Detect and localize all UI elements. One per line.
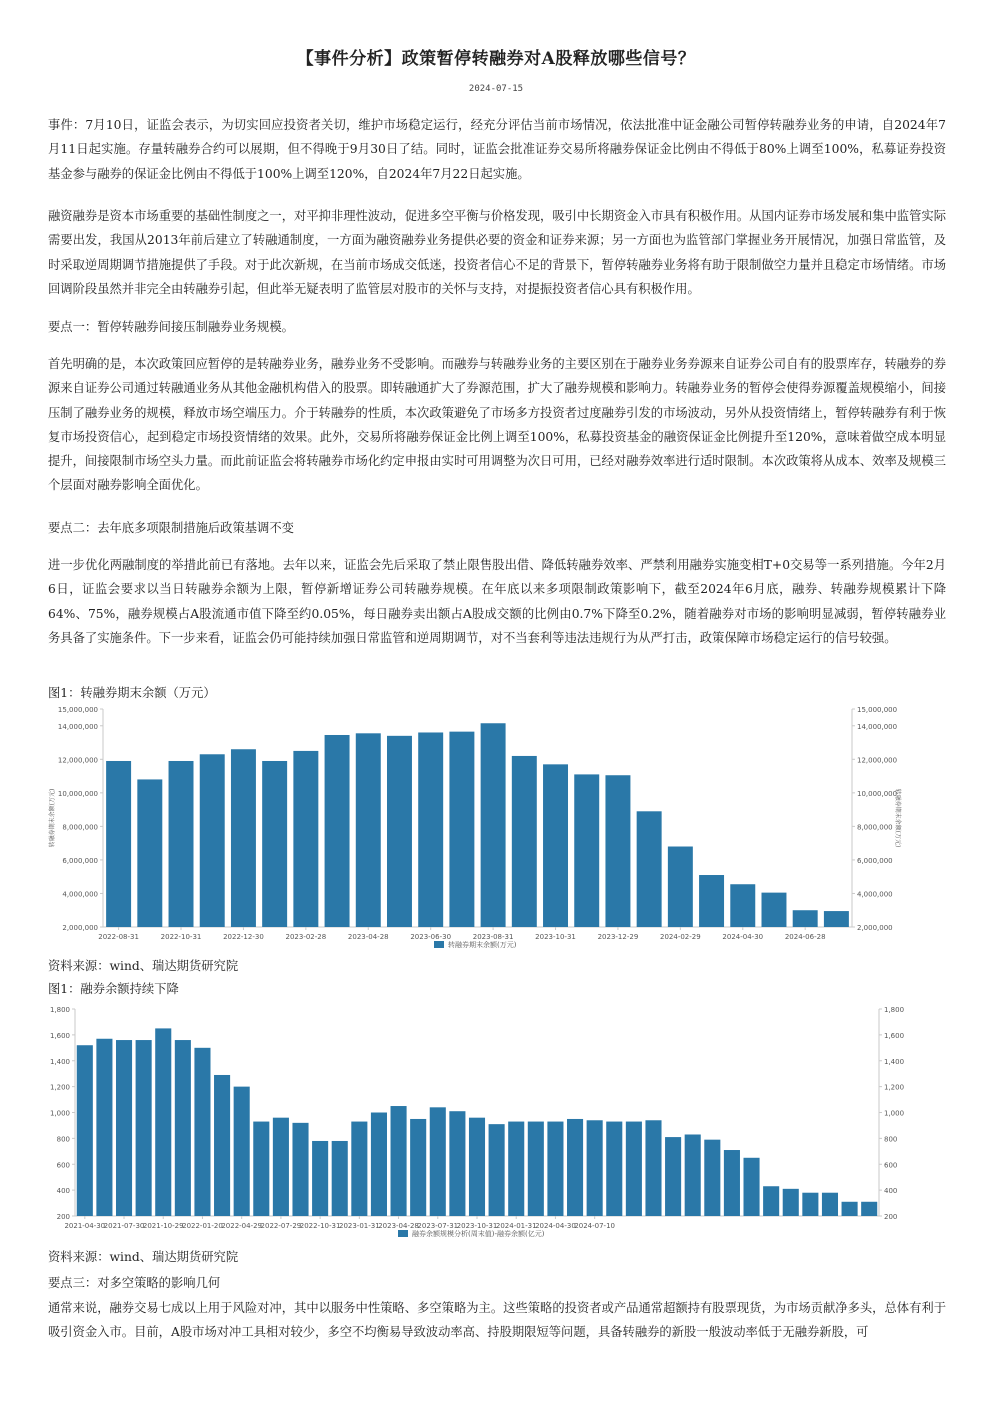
chart-short-selling-balance [48,1001,910,1244]
chart1-bar [824,911,849,927]
x-tick-label: 2023-10-31 [456,1222,498,1230]
x-tick-label: 2022-01-20 [182,1222,223,1230]
chart2-bar [547,1122,563,1216]
event-paragraph: 事件：7月10日，证监会表示，为切实回应投资者关切，维护市场稳定运行，经充分评估当前市场情况，依法批准中证金融公司暂停转融券业务的申请，自2024年7月11日起实施。存量转融券合约可以展期，但不得晚于9月30日了结。同时，证监会批准证券交易所将融券保证金比例由不得低于80%上调至100%，私募证券投资基金参与融券的保证金比例由不得低于100%上调至120%，自2024年7月22日起实施。 [48,118,946,181]
y-axis-title-left: 转融券期末余额(万元) [49,788,56,848]
chart2-bar [861,1202,877,1216]
chart2-bar [626,1122,642,1216]
y-tick-label-right: 8,000,000 [857,823,893,832]
y-tick-label-right: 4,000,000 [857,890,893,899]
x-tick-label: 2023-07-31 [417,1222,459,1230]
chart1-bar [387,736,412,927]
chart1-bar [449,732,474,927]
chart2-bar [567,1119,583,1216]
chart1-bar [137,779,162,927]
x-tick-label: 2023-04-28 [347,933,389,941]
chart1-bar [200,754,225,927]
y-tick-label-right: 15,000,000 [857,706,898,714]
chart1-bar [106,761,131,927]
y-tick-label-right: 2,000,000 [857,924,893,932]
figure-1-caption: 图1：转融券期末余额（万元） [48,686,216,700]
chart2-bar [822,1193,838,1216]
x-tick-label: 2023-08-31 [472,933,514,941]
x-tick-label: 2024-01-31 [495,1222,537,1230]
x-tick-label: 2023-12-29 [597,933,639,941]
chart1-bar [730,884,755,927]
chart1-bar [637,811,662,927]
x-tick-label: 2023-10-31 [535,933,576,941]
y-tick-label-right: 800 [884,1135,898,1144]
chart2-bar [312,1141,328,1216]
chart2-bar [175,1040,191,1216]
y-tick-label-right: 1,000 [884,1109,905,1118]
chart1-bar [169,761,194,927]
x-tick-label: 2022-12-30 [223,933,264,941]
y-tick-label-right: 400 [884,1187,898,1196]
chart2-bar [371,1113,387,1217]
y-tick-label-right: 1,200 [884,1083,905,1092]
legend-label: 转融券期末余额(万元) [448,941,517,949]
y-tick-label-right: 200 [884,1213,898,1221]
chart1-bar [668,847,693,927]
legend-swatch [398,1230,408,1237]
chart2-bar [606,1122,622,1216]
y-tick-label-left: 12,000,000 [57,756,98,765]
point-one-paragraph: 首先明确的是，本次政策回应暂停的是转融券业务，融券业务不受影响。而融券与转融券业务的主要区别在于融券业务券源来自证券公司自有的股票库存，转融券的券源来自证券公司通过转融通业务从其他金融机构借入的股票。即转融通扩大了券源范围，扩大了融券规模和影响力。转融券业务的暂停会使得券源覆盖规模缩小，间接压制了融券业务的规模，释放市场空端压力。介于转融券的性质，本次政策避免了市场多方投资者过度融券引发的市场波动，另外从投资情绪上，暂停转融券有利于恢复市场投资信心，起到稳定市场投资情绪的效果。此外，交易所将融券保证金比例上调至100%，私募投资基金的融资保证金比例提升至120%，意味着做空成本明显提升，间接限制市场空头力量。而此前证监会将转融券市场化约定申报由实时可用调整为次日可用，已经对融券效率进行适时限制。本次政策将从成本、效率及规模三个层面对融券影响全面优化。 [48,357,946,493]
chart1-bar [325,735,350,927]
chart2-bar [743,1158,759,1216]
chart2-bar [194,1048,210,1216]
chart1-bar [231,749,256,927]
chart2-bar [332,1141,348,1216]
y-tick-label-left: 400 [56,1187,70,1196]
x-tick-label: 2023-06-30 [410,933,452,941]
x-tick-label: 2022-10-31 [160,933,202,941]
chart2-bar [77,1045,93,1216]
chart2-bar [449,1111,465,1216]
y-tick-label-right: 14,000,000 [857,722,898,731]
publish-date: 2024-07-15 [468,84,524,94]
chart2-bar [802,1193,818,1216]
chart1-bar [481,723,506,927]
chart2-bar [842,1202,858,1216]
y-tick-label-left: 10,000,000 [57,789,98,798]
x-tick-label: 2023-02-28 [285,933,327,941]
chart-securities-refinancing-balance [48,702,900,952]
chart2-bar [273,1118,289,1216]
x-tick-label: 2024-06-28 [784,933,826,941]
chart2-bar [155,1028,171,1216]
x-tick-label: 2022-10-31 [299,1222,341,1230]
y-tick-label-right: 1,600 [884,1031,905,1040]
x-tick-label: 2024-04-30 [535,1222,576,1230]
point-two-paragraph: 进一步优化两融制度的举措此前已有落地。去年以来，证监会先后采取了禁止限售股出借、降低转融券效率、严禁利用融券实施变相T+0交易等一系列措施。今年2月6日，证监会要求以当日转融券余额为上限，暂停新增证券公司转融券规模。在年底以来多项限制政策影响下，截至2024年6月底，融券、转融券规模累计下降64%、75%，融券规模占A股流通市值下降至约0.05%，每日融券卖出额占A股成交额的比例由0.7%下降至0.2%，随着融券对市场的影响明显减弱，暂停转融券业务具备了实施条件。下一步来看，证监会仍可能持续加强日常监管和逆周期调节，对不当套利等违法违规行为从严打击，政策保障市场稳定运行的信号较强。 [48,558,946,645]
point-one-heading: 要点一：暂停转融券间接压制融券业务规模。 [48,320,294,334]
chart2-bar [351,1122,367,1216]
y-tick-label-right: 10,000,000 [857,789,898,798]
chart2-bar [292,1123,308,1216]
legend-swatch [434,941,444,948]
chart2-bar [136,1040,152,1216]
chart2-bar [430,1107,446,1216]
chart1-bar [574,774,599,927]
chart2-bar [96,1039,112,1216]
chart2-bar [763,1186,779,1216]
chart1-bar [262,761,287,927]
y-tick-label-left: 8,000,000 [62,823,98,832]
chart2-bar [724,1150,740,1216]
x-tick-label: 2022-07-29 [260,1222,302,1230]
x-tick-label: 2024-02-29 [660,933,701,941]
x-tick-label: 2021-04-30 [64,1222,106,1230]
chart1-bar [512,756,537,927]
y-tick-label-left: 15,000,000 [57,706,98,714]
chart2-bar [704,1140,720,1216]
chart2-bar [469,1118,485,1216]
y-tick-label-left: 1,200 [49,1083,70,1092]
chart2-bar [253,1122,269,1216]
chart2-bar [116,1040,132,1216]
chart2-bar [645,1120,661,1216]
y-tick-label-left: 600 [56,1161,70,1170]
point-three-paragraph: 通常来说，融券交易七成以上用于风险对冲，其中以服务中性策略、多空策略为主。这些策略的投资者或产品通常超额持有股票现货，为市场贡献净多头，总体有利于吸引资金入市。目前，A股市场对冲工具相对较少，多空不均衡易导致波动率高、持股期限短等问题，具备转融券的新股一般波动率低于无融券新股，可 [48,1301,946,1340]
point-two-heading: 要点二：去年底多项限制措施后政策基调不变 [48,521,294,535]
y-tick-label-left: 6,000,000 [62,856,98,865]
chart2-bar [528,1122,544,1216]
chart2-bar [665,1137,681,1216]
chart1-bar [793,910,818,927]
chart2-bar [489,1124,505,1216]
chart1-bar [543,764,568,927]
y-tick-label-left: 800 [56,1135,70,1144]
y-tick-label-left: 2,000,000 [62,924,98,932]
x-tick-label: 2021-10-29 [142,1222,184,1230]
chart2-bar [685,1134,701,1216]
y-tick-label-right: 1,800 [884,1006,905,1014]
x-tick-label: 2023-04-28 [378,1222,419,1230]
y-tick-label-right: 12,000,000 [857,756,898,765]
x-tick-label: 2024-07-10 [574,1222,616,1230]
chart1-bar [418,732,443,927]
chart1-bar [293,751,318,927]
figure-2-source: 资料来源：wind、瑞达期货研究院 [48,1250,239,1264]
page-title: 【事件分析】政策暂停转融券对A股释放哪些信号？ [296,49,696,69]
x-tick-label: 2022-04-29 [221,1222,263,1230]
legend-label: 融券余额规模分析(周末值)-融券余额(亿元) [412,1230,545,1238]
chart2-bar [410,1119,426,1216]
figure-1-source: 资料来源：wind、瑞达期货研究院 [48,959,239,973]
x-tick-label: 2023-01-31 [338,1222,380,1230]
x-tick-label: 2024-04-30 [722,933,764,941]
chart1-bar [761,893,786,927]
y-tick-label-right: 1,400 [884,1057,905,1066]
y-tick-label-left: 14,000,000 [57,722,98,731]
x-tick-label: 2021-07-30 [103,1222,145,1230]
chart2-bar [234,1087,250,1216]
figure-2-caption: 图1：融券余额持续下降 [48,982,179,996]
chart2-bar [587,1120,603,1216]
y-tick-label-right: 600 [884,1161,898,1170]
chart1-bar [356,733,381,927]
y-tick-label-right: 6,000,000 [857,856,893,865]
chart2-bar [508,1122,524,1216]
y-tick-label-left: 1,000 [49,1109,70,1118]
y-tick-label-left: 1,800 [49,1006,70,1014]
y-tick-label-left: 200 [56,1213,70,1221]
y-tick-label-left: 4,000,000 [62,890,98,899]
chart1-bar [605,775,630,927]
y-tick-label-left: 1,400 [49,1057,70,1066]
chart2-bar [783,1189,799,1216]
y-tick-label-left: 1,600 [49,1031,70,1040]
chart2-bar [214,1075,230,1216]
y-axis-title-right: 转融券期末余额(万元) [894,788,901,848]
intro-paragraph: 融资融券是资本市场重要的基础性制度之一，对平抑非理性波动，促进多空平衡与价格发现，吸引中长期资金入市具有积极作用。从国内证券市场发展和集中监管实际需要出发，我国从2013年前后建立了转融通制度，一方面为融资融券业务提供必要的资金和证券来源；另一方面也为监管部门掌握业务开展情况，加强日常监管，及时采取逆周期调节措施提供了手段。对于此次新规，在当前市场成交低迷，投资者信心不足的背景下，暂停转融券业务将有助于限制做空力量并且稳定市场情绪。市场回调阶段虽然并非完全由转融券引起，但此举无疑表明了监管层对股市的关怀与支持，对提振投资者信心具有积极作用。 [48,209,946,296]
point-three-heading: 要点三：对多空策略的影响几何 [48,1276,221,1290]
x-tick-label: 2022-08-31 [98,933,139,941]
chart1-bar [699,875,724,927]
chart2-bar [391,1106,407,1216]
